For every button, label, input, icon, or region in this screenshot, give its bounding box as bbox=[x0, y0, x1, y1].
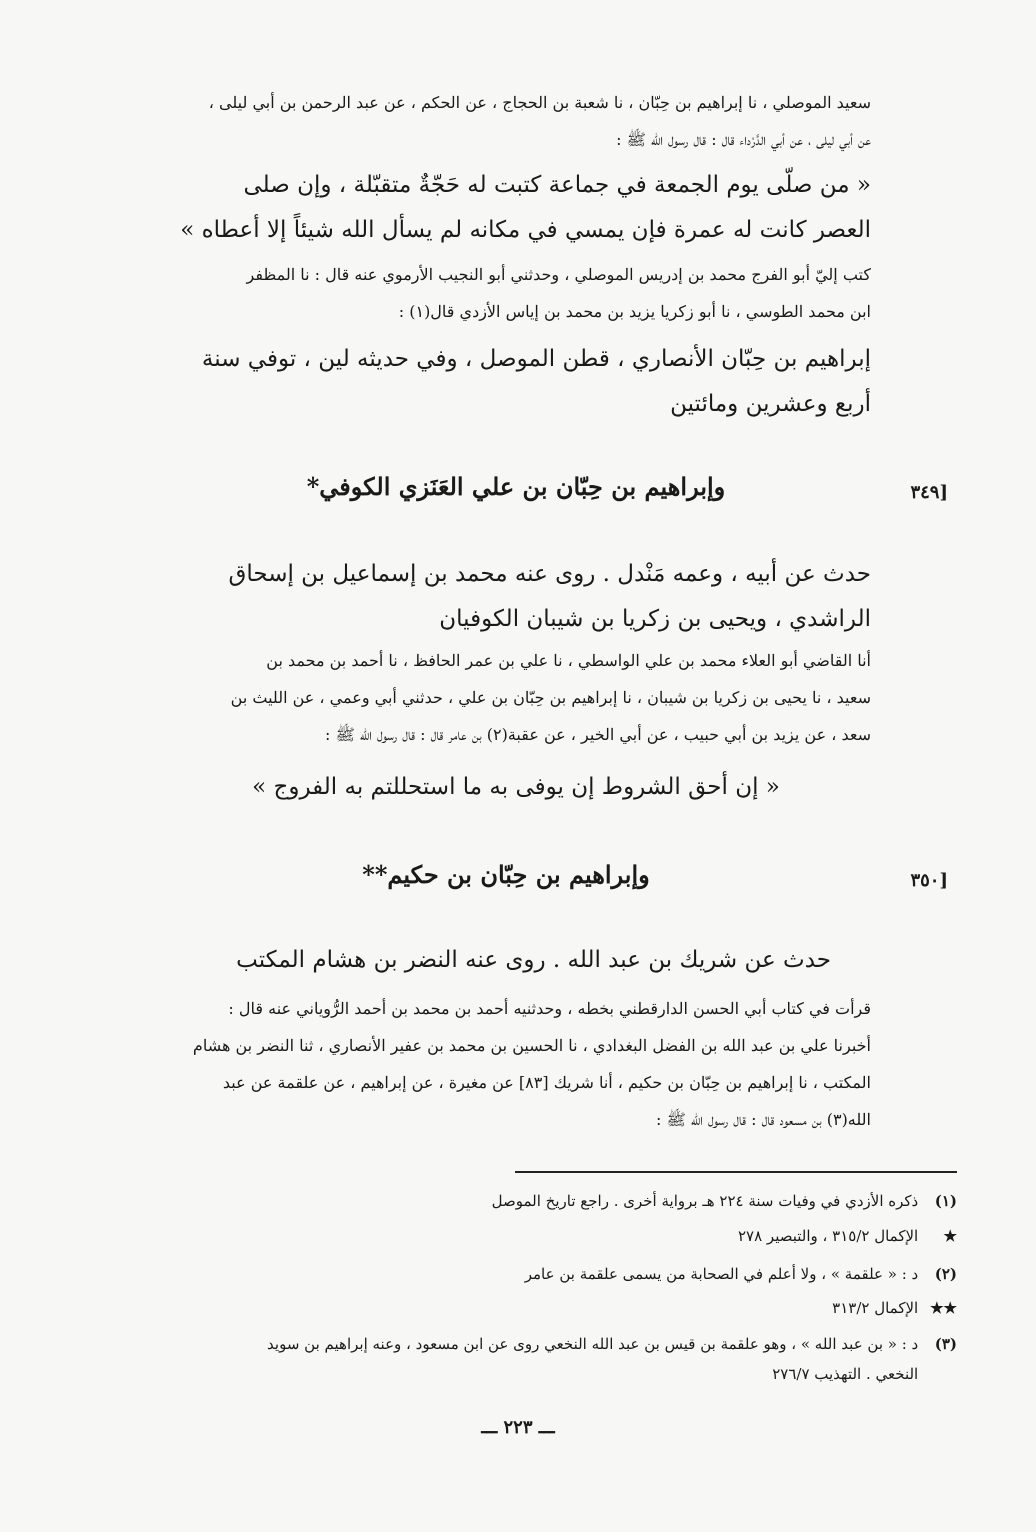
text-line: أنا القاضي أبو العلاء محمد بن علي الواسطي ، نا علي بن عمر الحافظ ، نا أحمد بن محمد بن bbox=[266, 651, 871, 670]
text-line: قرأت في كتاب أبي الحسن الدارقطني بخطه ، وحدثنيه أحمد بن محمد بن أحمد الرُّوياني عنه قال : bbox=[228, 999, 871, 1018]
text-line: إبراهيم بن حِبّان الأنصاري ، قطن الموصل ، وفي حديثه لين ، توفي سنة bbox=[201, 346, 871, 372]
text-line: سعيد ، نا يحيى بن زكريا بن شيبان ، نا إبراهيم بن حِبّان بن علي ، حدثني أبي وعمي ، عن الليث بن bbox=[230, 688, 871, 707]
entry-number-349: [٣٤٩ bbox=[910, 482, 948, 503]
text-line: الراشدي ، ويحيى بن زكريا بن شيبان الكوفيان bbox=[439, 606, 871, 632]
hadith-quote-1 bbox=[161, 163, 871, 253]
footnote-marker: ★ bbox=[943, 1227, 957, 1245]
entry-title-350: وإبراهيم بن حِبّان بن حكيم** bbox=[362, 860, 650, 889]
text-line: عن أبي ليلى ، عن أبي الدَّرْداء قال : قال رسول الله ﷺ : bbox=[616, 130, 871, 149]
isnad-paragraph-3 bbox=[161, 642, 871, 753]
footnote-text: ذكره الأزدي في وفيات سنة ٢٢٤ هـ برواية أخرى . راجع تاريخ الموصل bbox=[491, 1192, 919, 1210]
footnote-text: النخعي . التهذيب ٢٧٦/٧ bbox=[772, 1365, 919, 1383]
isnad-paragraph-1 bbox=[161, 84, 871, 158]
text-line: الله(٣) بن مسعود قال : قال رسول الله ﷺ : bbox=[656, 1110, 871, 1129]
isnad-paragraph-4 bbox=[161, 990, 871, 1138]
entry-number-350: [٣٥٠ bbox=[910, 870, 948, 891]
footnote-text: د : « بن عبد الله » ، وهو علقمة بن قيس بن عبد الله النخعي روى عن ابن مسعود ، وعنه إبراهيم بن سويد bbox=[267, 1335, 919, 1353]
page-number: ـــ ٢٢٣ ـــ bbox=[481, 1417, 555, 1438]
footnote-marker: (٣) bbox=[934, 1335, 957, 1353]
biography-paragraph-2 bbox=[161, 552, 871, 642]
footnote-marker: (٢) bbox=[934, 1265, 957, 1283]
text-line: المكتب ، نا إبراهيم بن حِبّان بن حكيم ، أنا شريك [٨٣] عن مغيرة ، عن إبراهيم ، عن علقمة عن عبد bbox=[222, 1073, 871, 1092]
text-line: أخبرنا علي بن عبد الله بن الفضل البغدادي ، نا الحسين بن محمد بن عفير الأنصاري ، ثنا النضر بن هشام bbox=[192, 1036, 871, 1055]
footnote-3 bbox=[155, 1330, 957, 1358]
text-line: حدث عن أبيه ، وعمه مَنْدل . روى عنه محمد بن إسماعيل بن إسحاق bbox=[228, 561, 871, 587]
text-line: حدث عن شريك بن عبد الله . روى عنه النضر بن هشام المكتب bbox=[236, 947, 831, 973]
footnote-text: الإكمال ٣١٥/٢ ، والتبصير ٢٧٨ bbox=[737, 1227, 919, 1245]
footnote-text: الإكمال ٣١٣/٢ bbox=[832, 1299, 919, 1317]
text-line: أربع وعشرين ومائتين bbox=[670, 391, 871, 417]
footnote-star-1 bbox=[155, 1222, 957, 1250]
isnad-paragraph-2 bbox=[161, 256, 871, 330]
hadith-quote-2 bbox=[161, 765, 871, 810]
biography-paragraph-1 bbox=[161, 337, 871, 427]
text-line: « من صلّى يوم الجمعة في جماعة كتبت له حَجّةٌ متقبّلة ، وإن صلى bbox=[243, 172, 871, 198]
footnote-marker: (١) bbox=[934, 1192, 957, 1210]
biography-paragraph-3 bbox=[161, 938, 871, 983]
entry-title-349: وإبراهيم بن حِبّان بن علي العَنَزي الكوفي* bbox=[306, 472, 726, 501]
text-line: كتب إليّ أبو الفرج محمد بن إدريس الموصلي ، وحدثني أبو النجيب الأرموي عنه قال : نا المظفر bbox=[246, 265, 871, 284]
footnote-3-continued bbox=[155, 1360, 957, 1388]
text-line: العصر كانت له عمرة فإن يمسي في مكانه لم يسأل الله شيئاً إلا أعطاه » bbox=[180, 217, 871, 243]
footnote-1 bbox=[155, 1187, 957, 1215]
footnote-2 bbox=[155, 1260, 957, 1288]
footnote-star-2 bbox=[155, 1294, 957, 1322]
text-line: « إن أحق الشروط إن يوفى به ما استحللتم به الفروج » bbox=[252, 774, 780, 800]
footnote-marker: ★★ bbox=[930, 1299, 957, 1317]
text-line: سعيد الموصلي ، نا إبراهيم بن حِبّان ، نا شعبة بن الحجاج ، عن الحكم ، عن عبد الرحمن بن أبي ليلى ، bbox=[208, 93, 871, 112]
text-line: سعد ، عن يزيد بن أبي حبيب ، عن أبي الخير ، عن عقبة(٢) بن عامر قال : قال رسول الله ﷺ : bbox=[325, 725, 871, 744]
footnote-text: د : « علقمة » ، ولا أعلم في الصحابة من يسمى علقمة بن عامر bbox=[524, 1265, 919, 1283]
text-line: ابن محمد الطوسي ، نا أبو زكريا يزيد بن محمد بن إياس الأزدي قال(١) : bbox=[398, 302, 871, 321]
footnote-separator bbox=[515, 1171, 957, 1173]
